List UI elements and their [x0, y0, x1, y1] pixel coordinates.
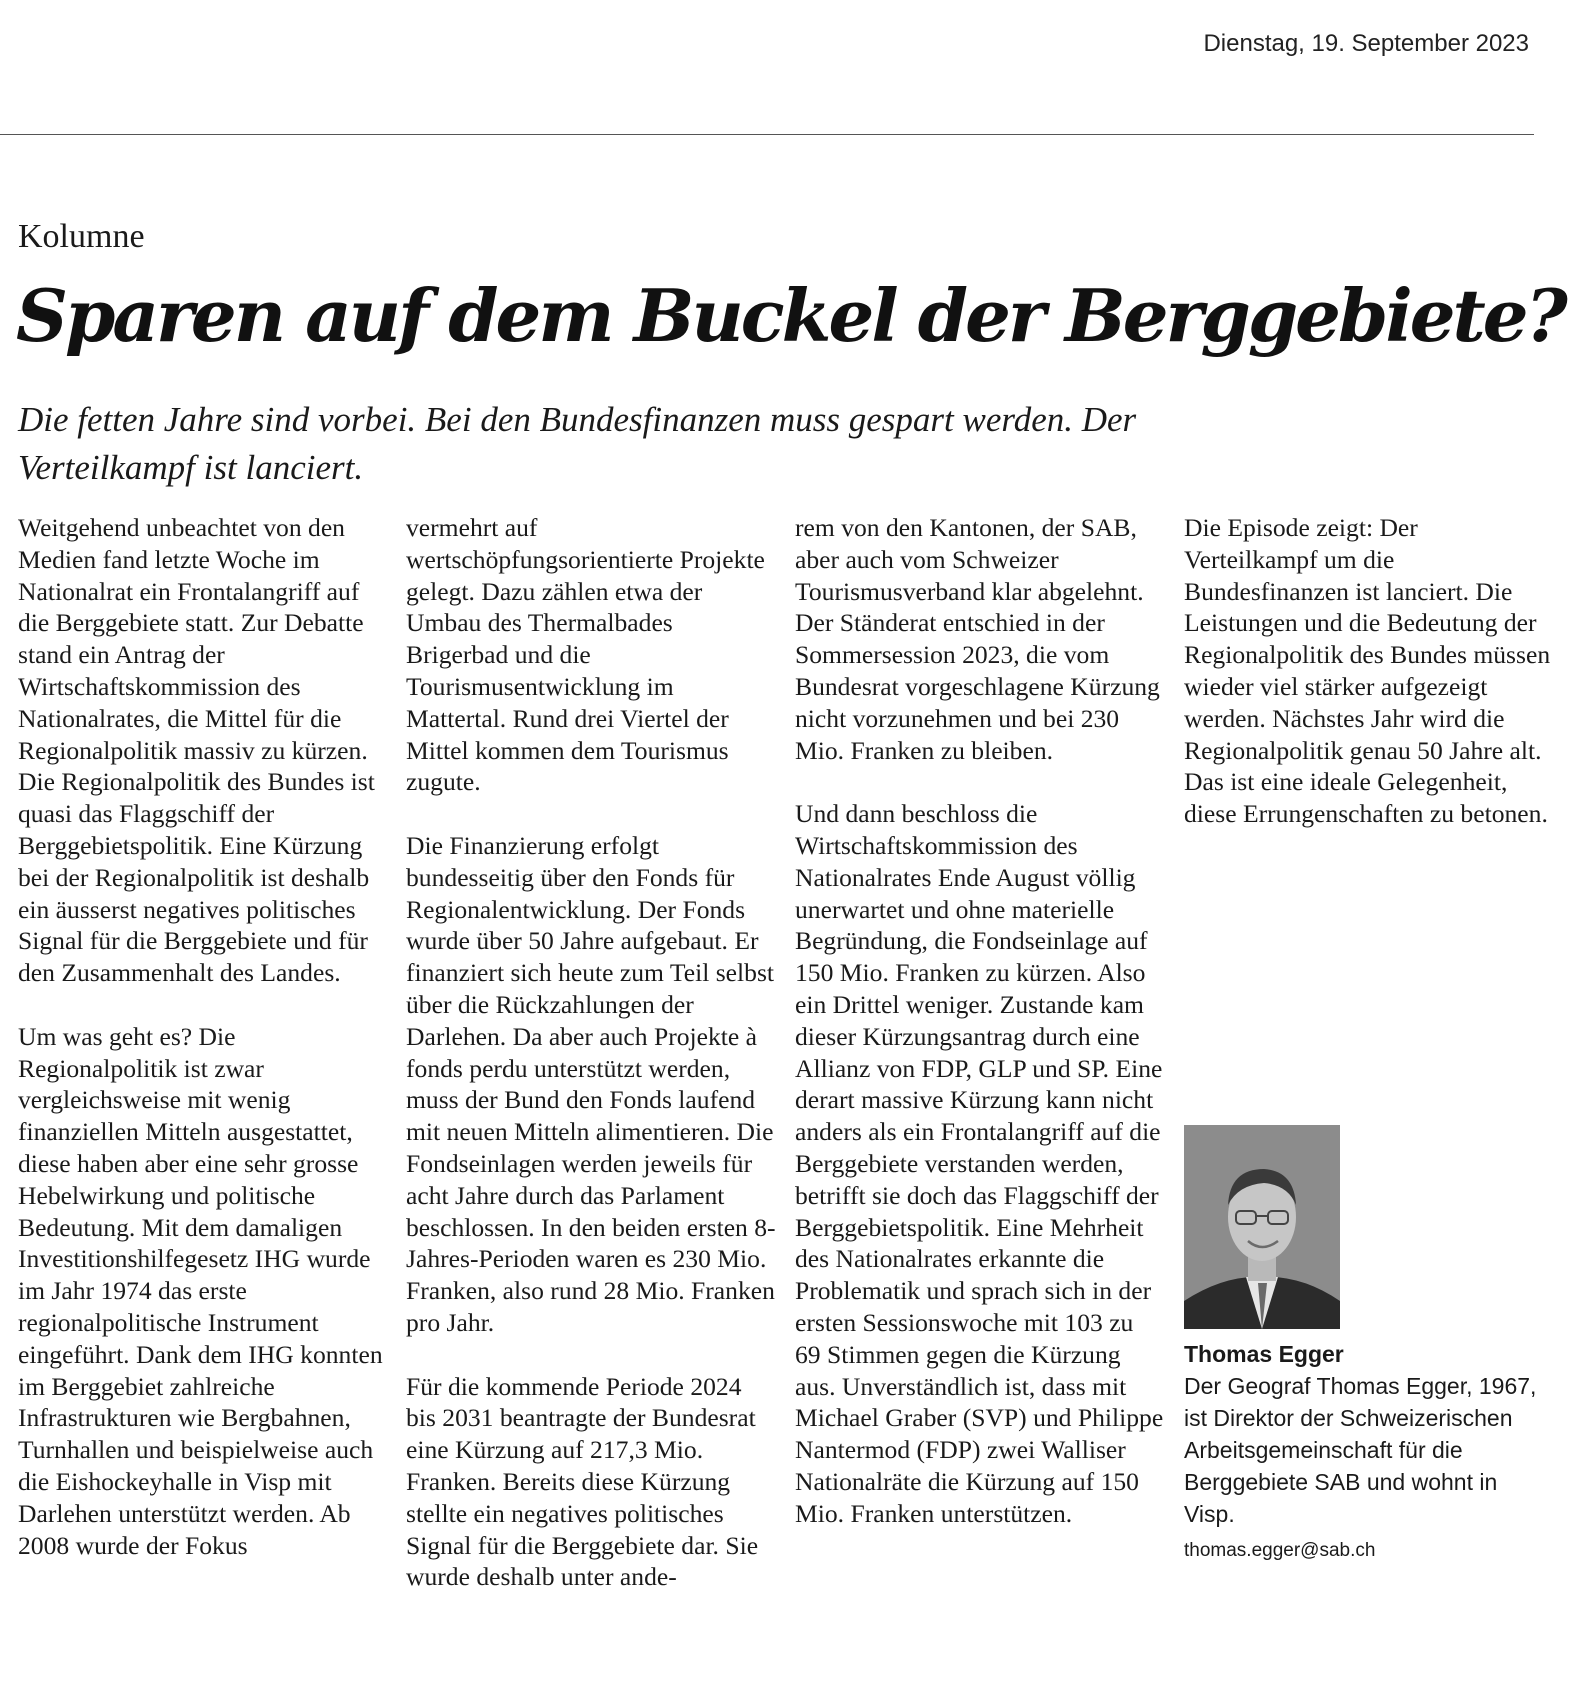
publication-date: Dienstag, 19. September 2023 [1203, 30, 1529, 57]
article-column-1 [18, 512, 388, 1561]
paragraph: Weitgehend unbeachtet von den Medien fand letzte Woche im Nationalrat ein Frontalangriff auf die Berggebiete statt. Zur Debatte stand ein Antrag der Wirtschaftskommission des Nationalrates, die Mittel für die Regionalpolitik massiv zu kürzen. Die Regionalpolitik des Bundes ist quasi das Flaggschiff der Berggebietspolitik. Eine Kürzung bei der Regionalpolitik ist deshalb ein äusserst negatives politisches Signal für die Berggebiete und für den Zusammenhalt des Landes. [18, 513, 375, 988]
article-column-4 [1184, 512, 1554, 830]
author-email-link[interactable]: thomas.egger@sab.ch [1184, 1540, 1376, 1561]
author-name: Thomas Egger [1184, 1341, 1344, 1367]
author-portrait [1184, 1125, 1340, 1329]
paragraph: rem von den Kantonen, der SAB, aber auch vom Schweizer Tourismusverband klar abgelehnt. Der Ständerat entschied in der Sommersession 2023, die vom Bundesrat vorgeschlagene Kürzung nicht vorzunehmen und bei 230 Mio. Franken zu bleiben. [795, 513, 1160, 765]
portrait-illustration [1184, 1125, 1340, 1329]
author-box [1184, 1338, 1544, 1564]
article-column-3 [795, 512, 1165, 1530]
paragraph: Die Episode zeigt: Der Verteilkampf um die Bundesfinanzen ist lanciert. Die Leistungen und die Bedeutung der Regionalpolitik des Bundes müssen wieder viel stärker aufgezeigt werden. Nächstes Jahr wird die Regionalpolitik genau 50 Jahre alt. Das ist eine ideale Gelegenheit, diese Errungenschaften zu betonen. [1184, 513, 1551, 829]
paragraph: Für die kommende Periode 2024 bis 2031 beantragte der Bundesrat eine Kürzung auf 217,3 Mio. Franken. Bereits diese Kürzung stellte ein negatives politisches Signal für die Berggebiete dar. Sie wurde deshalb unter ande- [406, 1371, 759, 1592]
article-lead: Die fetten Jahre sind vorbei. Bei den Bundesfinanzen muss gespart werden. Der Verteilkampf ist lanciert. [18, 400, 1137, 487]
paragraph: Die Finanzierung erfolgt bundesseitig über den Fonds für Regionalentwicklung. Der Fonds wurde über 50 Jahre aufgebaut. Er finanziert sich heute zum Teil selbst über die Rückzahlungen der Darlehen. Da aber auch Projekte à fonds perdu unterstützt werden, muss der Bund den Fonds laufend mit neuen Mitteln alimentieren. Die Fondseinlagen werden jeweils für acht Jahre durch das Parlament beschlossen. In den beiden ersten 8-Jahres-Perioden waren es 230 Mio. Franken, also rund 28 Mio. Franken pro Jahr. [406, 830, 776, 1337]
paragraph: vermehrt auf wertschöpfungsorientierte Projekte gelegt. Dazu zählen etwa der Umbau des Thermalbades Brigerbad und die Tourismusentwicklung im Mattertal. Rund drei Viertel der Mittel kommen dem Tourismus zugute. [406, 513, 765, 797]
header-divider [0, 134, 1534, 135]
paragraph: Und dann beschloss die Wirtschaftskommission des Nationalrates Ende August völlig unerwartet und ohne materielle Begründung, die Fondseinlage auf 150 Mio. Franken zu kürzen. Also ein Drittel weniger. Zustande kam dieser Kürzungsantrag durch eine Allianz von FDP, GLP und SP. Eine derart massive Kürzung kann nicht anders als ein Frontalangriff auf die Berggebiete verstanden werden, betrifft sie doch das Flaggschiff der Berggebietspolitik. Eine Mehrheit des Nationalrates erkannte die Problematik und sprach sich in der ersten Sessionswoche mit 103 zu 69 Stimmen gegen die Kürzung aus. Unverständlich ist, dass mit Michael Graber (SVP) und Philippe Nantermod (FDP) zwei Walliser Nationalräte die Kürzung auf 150 Mio. Franken unterstützen. [795, 799, 1164, 1528]
author-bio: Der Geograf Thomas Egger, 1967, ist Direktor der Schweizerischen Arbeitsgemeinschaft für die Berggebiete SAB und wohnt in Visp. [1184, 1373, 1537, 1527]
article-headline: Sparen auf dem Buckel der Berggebiete? [16, 273, 1565, 358]
article-column-2 [406, 512, 776, 1593]
paragraph: Um was geht es? Die Regionalpolitik ist zwar vergleichsweise mit wenig finanziellen Mitteln ausgestattet, diese haben aber eine sehr grosse Hebelwirkung und politische Bedeutung. Mit dem damaligen Investitionshilfegesetz IHG wurde im Jahr 1974 das erste regionalpolitische Instrument eingeführt. Dank dem IHG konnten im Berggebiet zahlreiche Infrastrukturen wie Bergbahnen, Turnhallen und beispielweise auch die Eishockeyhalle in Visp mit Darlehen unterstützt werden. Ab 2008 wurde der Fokus [18, 1021, 383, 1560]
section-kicker: Kolumne [18, 218, 145, 255]
